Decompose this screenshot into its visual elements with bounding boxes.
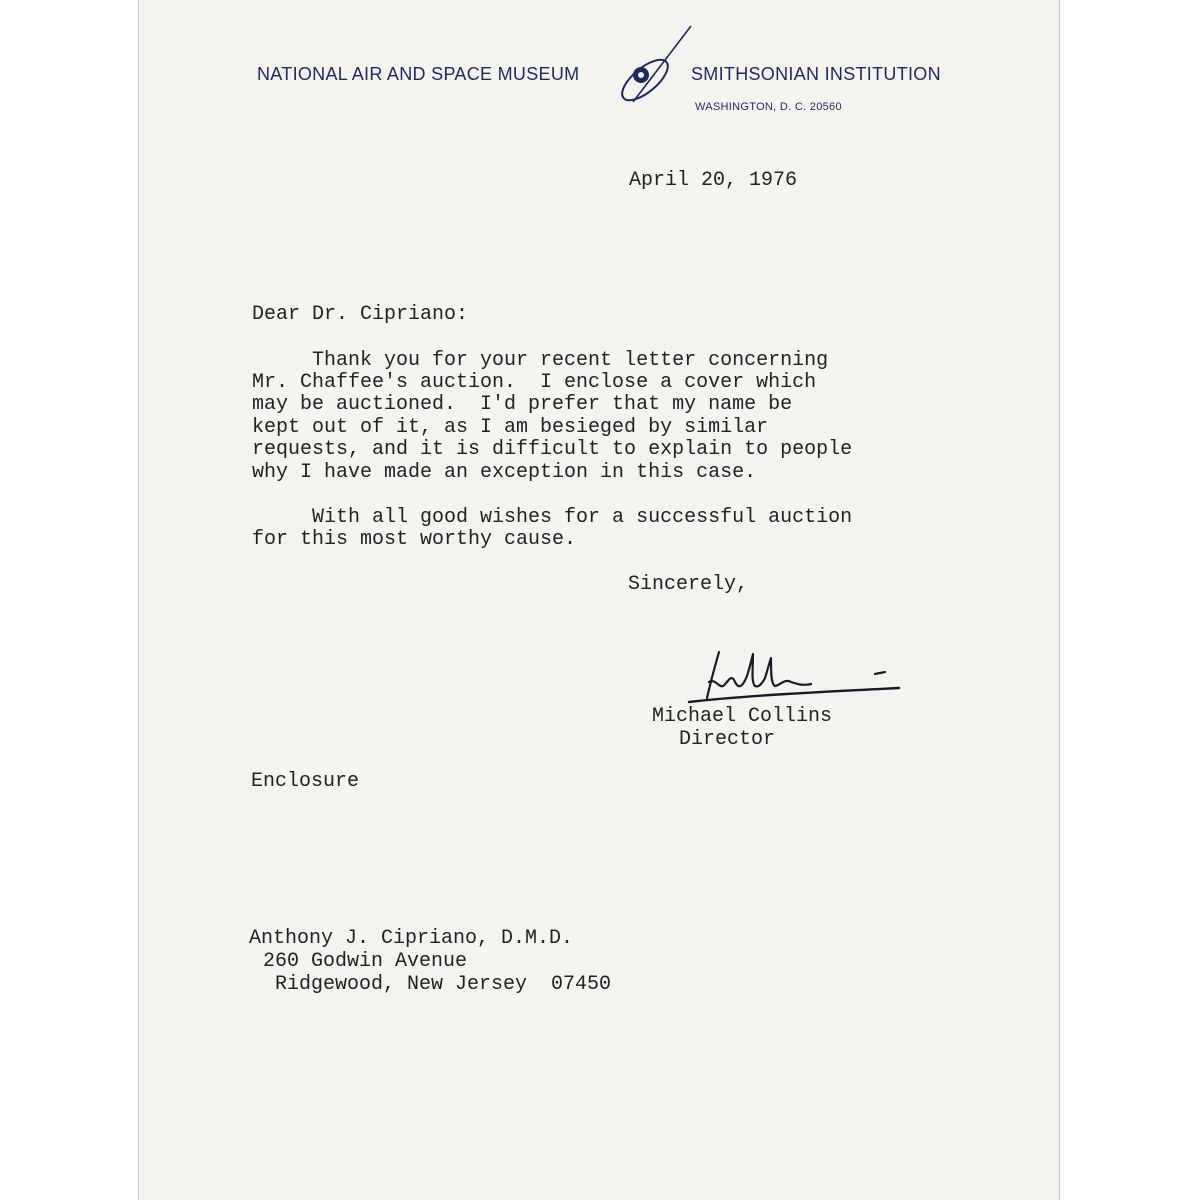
letterhead-institution-name: SMITHSONIAN INSTITUTION	[691, 64, 941, 84]
body-line: for this most worthy cause.	[252, 528, 577, 551]
handwritten-signature-icon	[679, 642, 909, 708]
closing: Sincerely,	[628, 573, 749, 596]
body-line: requests, and it is difficult to explain to people	[252, 438, 853, 461]
body-line: kept out of it, as I am besieged by similar	[252, 416, 769, 439]
letterhead-address: WASHINGTON, D. C. 20560	[695, 101, 842, 113]
enclosure-note: Enclosure	[251, 770, 360, 793]
body-line: With all good wishes for a successful auction	[252, 506, 853, 529]
body-line: why I have made an exception in this case.	[252, 461, 757, 484]
smithsonian-sun-logo-icon	[615, 24, 695, 112]
body-line: Thank you for your recent letter concerning	[252, 349, 829, 372]
salutation: Dear Dr. Cipriano:	[252, 303, 469, 326]
recipient-city: Ridgewood, New Jersey 07450	[275, 973, 612, 996]
body-line: may be auctioned. I'd prefer that my name be	[252, 393, 793, 416]
letterhead-museum-name: NATIONAL AIR AND SPACE MUSEUM	[257, 64, 580, 84]
letter-page	[138, 0, 1060, 1200]
recipient-name: Anthony J. Cipriano, D.M.D.	[249, 927, 574, 950]
signatory-name: Michael Collins	[652, 705, 833, 728]
body-line: Mr. Chaffee's auction. I enclose a cover which	[252, 371, 817, 394]
letter-date: April 20, 1976	[629, 169, 798, 192]
signatory-title: Director	[679, 728, 776, 751]
recipient-street: 260 Godwin Avenue	[263, 950, 468, 973]
